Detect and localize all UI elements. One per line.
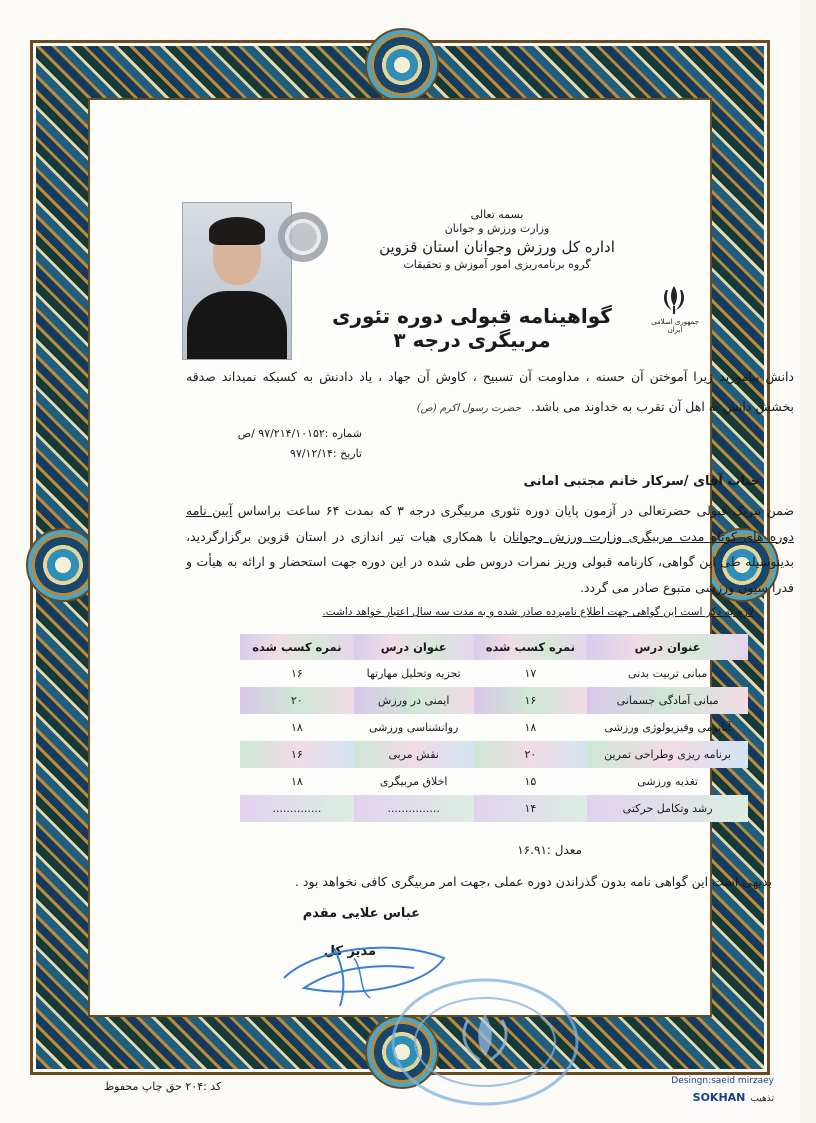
emblem-caption: جمهوری اسلامی ایران xyxy=(651,318,699,334)
document-meta xyxy=(222,424,362,464)
score-cell: ۱۶ xyxy=(474,687,588,714)
course-cell: تغذیه ورزشی xyxy=(637,775,699,788)
signatory-title: مدیر کل xyxy=(323,944,376,959)
certificate-body xyxy=(88,98,795,1017)
header-course-2: عنوان درس xyxy=(354,634,474,660)
score-cell: .............. xyxy=(240,795,354,822)
quote-source: حضرت رسول اکرم (ص) xyxy=(416,403,521,414)
score-cell: ۱۵ xyxy=(524,775,537,788)
hadith-quote xyxy=(186,362,794,424)
course-cell: مبانی تربیت بدنی xyxy=(628,667,708,680)
table-row xyxy=(240,660,748,687)
group-name: گروه برنامه‌ریزی امور آموزش و تحقیقات xyxy=(403,258,591,271)
score-cell: ۲۰ xyxy=(474,741,588,768)
score-cell: ۱۶ xyxy=(290,667,303,680)
quote-text: دانش بیاموزید زیرا آموختن آن حسنه ، مداومت آن تسبیح ، کاوش آن جهاد ، یاد دادنش به کسیکه نمیداند صدقه بخشش دانش به اهل آن تقرب به خداوند می باشد. xyxy=(186,369,794,414)
score-cell: ۱۷ xyxy=(524,667,537,680)
header-score-2: نمره کسب شده xyxy=(240,634,354,660)
score-cell: ۲۰ xyxy=(240,687,354,714)
basmala: بسمه تعالی xyxy=(470,208,524,221)
designer-name: Desingn:saeid mirzaey xyxy=(671,1076,774,1086)
header-score-1: نمره کسب شده xyxy=(474,634,588,660)
brand-name: SOKHAN xyxy=(692,1091,746,1104)
score-cell: ۱۴ xyxy=(474,795,588,822)
hologram-seal-icon xyxy=(278,212,328,262)
score-cell: ۱۸ xyxy=(290,775,303,788)
score-cell: ۱۸ xyxy=(524,721,537,734)
course-cell: ایمنی در ورزش xyxy=(354,687,474,714)
illumination-label: تذهیب xyxy=(750,1094,774,1104)
course-cell: رشد وتکامل حرکتی xyxy=(587,795,748,822)
certificate-title: گواهینامه قبولی دوره تئوری مربیگری درجه ۳ xyxy=(332,304,612,352)
course-cell: نقش مربی xyxy=(354,741,474,768)
table-row xyxy=(240,714,748,741)
signatory-name: عباس علایی مقدم xyxy=(302,906,420,921)
table-header-row xyxy=(240,634,748,660)
score-cell: ۱۶ xyxy=(240,741,354,768)
score-cell: ۱۸ xyxy=(290,721,303,734)
closing-statement: بدیهی است این گواهی نامه بدون گذراندن دوره عملی ،جهت امر مربیگری کافی نخواهد بود . xyxy=(294,874,772,889)
table-row xyxy=(240,768,748,795)
body-regulation: آیین نامه دوره های کوتاه مدت مربیگری وزارت ورزش وجوانان xyxy=(186,503,794,544)
certificate-text xyxy=(186,498,794,600)
course-cell: برنامه ریزی وطراحی تمرین xyxy=(587,741,748,768)
document-date: تاریخ :۹۷/۱۲/۱۴ xyxy=(290,447,362,460)
validity-notice: لازم به ذکر است این گواهی جهت اطلاع نامبرده صادر شده و به مدت سه سال اعتبار خواهد داشت. xyxy=(322,606,754,618)
recipient-salutation: جناب آقای /سرکار خانم مجتبی امانی xyxy=(523,474,760,489)
course-cell: اخلاق مربیگری xyxy=(379,775,448,788)
print-code: کد :۲۰۴ حق چاپ محفوظ xyxy=(104,1080,222,1093)
table-row xyxy=(240,795,748,822)
portrait-photo xyxy=(182,202,292,360)
body-line-2: با همکاری هیات تیر اندازی در استان قزوین برگزارگردید، بدینوسیله طی این گواهی، کارنامه قبولی وریز نمرات دروس طی شده در این دوره جهت استحضار و ارائه به هیأت و فدرا سیون ورزشی متبوع صادر می گردد. xyxy=(186,528,794,595)
table-row xyxy=(240,687,748,714)
ministry-name: وزارت ورزش و جوانان xyxy=(444,222,550,235)
iran-emblem-icon xyxy=(654,282,694,322)
document-number: شماره :۹۷/۲۱۴/۱۰۱۵۲ /ص xyxy=(237,427,362,440)
official-stamp-icon xyxy=(388,974,582,1110)
grades-table xyxy=(240,634,748,822)
letterhead xyxy=(332,208,662,272)
table-row xyxy=(240,741,748,768)
header-course-1: عنوان درس xyxy=(587,634,748,660)
course-cell: آناتومی وفیزیولوژی ورزشی xyxy=(604,721,731,734)
course-cell: روانشناسی ورزشی xyxy=(368,721,459,734)
office-name: اداره کل ورزش وجوانان استان قزوین xyxy=(379,238,615,256)
body-line-1: ضمن تبریک قبولی حضرتعالی در آزمون پایان دوره تئوری مربیگری درجه ۳ که بمدت ۶۴ ساعت براساس xyxy=(237,503,795,518)
course-cell: ............... xyxy=(354,795,474,822)
course-cell: تجزیه وتحلیل مهارتها xyxy=(366,667,461,680)
top-medallion-icon xyxy=(365,28,439,102)
average-score: معدل :۱۶.۹۱ xyxy=(517,843,582,857)
designer-credit xyxy=(634,1076,774,1105)
course-cell: مبانی آمادگی جسمانی xyxy=(587,687,748,714)
